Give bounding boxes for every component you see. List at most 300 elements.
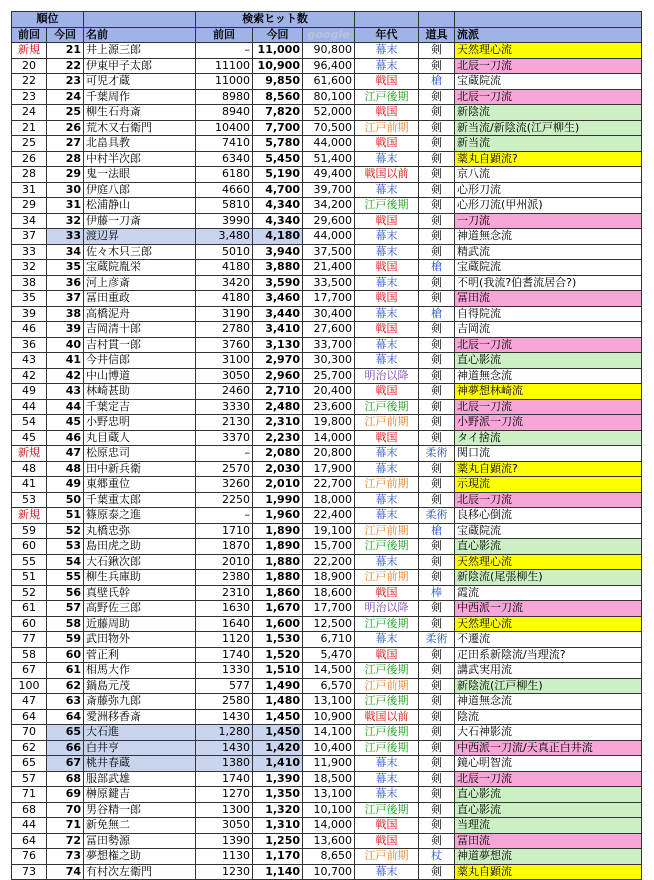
school-cell: 霞流	[455, 585, 642, 601]
school-cell: 北辰一刀流	[455, 492, 642, 508]
table-row	[12, 74, 642, 90]
prev-rank-cell: 60	[12, 539, 47, 555]
name-cell: 斎藤弥九郎	[84, 694, 196, 710]
school-cell: 示現流	[455, 477, 642, 493]
google-hits-cell: 14,100	[303, 725, 355, 741]
cur-hits-cell: 3,410	[253, 322, 303, 338]
school-cell: 中西派一刀流/天真正白井流	[455, 740, 642, 756]
google-hits-cell: 13,100	[303, 694, 355, 710]
school-cell: 鏡心明智流	[455, 756, 642, 772]
cur-hits-cell: 1,420	[253, 740, 303, 756]
prev-rank-cell: 77	[12, 632, 47, 648]
prev-rank-cell: 52	[12, 585, 47, 601]
cur-hits-cell: 2,310	[253, 415, 303, 431]
prev-rank-cell: 65	[12, 756, 47, 772]
cur-rank-cell: 60	[47, 647, 84, 663]
weapon-cell: 剣	[419, 570, 455, 586]
google-hits-cell: 29,600	[303, 213, 355, 229]
cur-hits-cell: 2,080	[253, 446, 303, 462]
table-row	[12, 368, 642, 384]
era-cell: 幕末	[355, 353, 419, 369]
era-cell: 江戸後期	[355, 89, 419, 105]
table-row	[12, 430, 642, 446]
school-cell: 天然理心流	[455, 616, 642, 632]
era-cell: 江戸後期	[355, 694, 419, 710]
cur-hits-cell: 3,940	[253, 244, 303, 260]
cur-hits-cell: 2,710	[253, 384, 303, 400]
cur-hits-cell: 1,880	[253, 570, 303, 586]
cur-hits-cell: 5,780	[253, 136, 303, 152]
prev-rank-cell: 43	[12, 353, 47, 369]
weapon-cell: 槍	[419, 74, 455, 90]
school-cell: 北辰一刀流	[455, 58, 642, 74]
google-hits-cell: 70,500	[303, 120, 355, 136]
prev-hits-cell: 2460	[196, 384, 253, 400]
prev-hits-cell: 2380	[196, 570, 253, 586]
google-hits-cell: 25,700	[303, 368, 355, 384]
school-cell: タイ捨流	[455, 430, 642, 446]
prev-rank-cell: 20	[12, 58, 47, 74]
cur-rank-cell: 45	[47, 415, 84, 431]
cur-rank-cell: 63	[47, 694, 84, 710]
school-cell: 精武流	[455, 244, 642, 260]
era-cell: 幕末	[355, 446, 419, 462]
school-cell: 新当流/新陰流(江戸柳生)	[455, 120, 642, 136]
google-hits-cell: 20,800	[303, 446, 355, 462]
cur-rank-cell: 74	[47, 864, 84, 880]
weapon-cell: 剣	[419, 213, 455, 229]
prev-hits-cell: 1380	[196, 756, 253, 772]
era-cell: 戦国	[355, 647, 419, 663]
weapon-cell: 剣	[419, 368, 455, 384]
school-cell: 薬丸自顕流?	[455, 151, 642, 167]
table-row	[12, 337, 642, 353]
google-hits-cell: 10,900	[303, 709, 355, 725]
google-hits-cell: 90,800	[303, 43, 355, 59]
name-cell: 中山博道	[84, 368, 196, 384]
table-row	[12, 477, 642, 493]
era-cell: 幕末	[355, 492, 419, 508]
table-row	[12, 291, 642, 307]
prev-rank-cell: 42	[12, 368, 47, 384]
school-cell: 心形刀流(甲州派)	[455, 198, 642, 214]
prev-rank-cell: 71	[12, 787, 47, 803]
prev-hits-cell: 2580	[196, 694, 253, 710]
name-cell: 吉岡清十郎	[84, 322, 196, 338]
table-row	[12, 601, 642, 617]
cur-rank-cell: 72	[47, 833, 84, 849]
prev-rank-cell: 68	[12, 802, 47, 818]
google-hits-cell: 5,470	[303, 647, 355, 663]
google-hits-cell: 21,400	[303, 260, 355, 276]
blank-header-cell	[84, 12, 196, 28]
cur-hits-cell: 5,190	[253, 167, 303, 183]
prev-hits-cell: 1630	[196, 601, 253, 617]
google-hits-cell: 13,100	[303, 787, 355, 803]
table-row	[12, 647, 642, 663]
cur-rank-cell: 22	[47, 58, 84, 74]
cur-hits-cell: 4,700	[253, 182, 303, 198]
ranking-table	[11, 11, 642, 880]
google-hits-cell: 12,500	[303, 616, 355, 632]
table-row	[12, 322, 642, 338]
cur-rank-cell: 56	[47, 585, 84, 601]
weapon-cell: 剣	[419, 756, 455, 772]
prev-rank-cell: 39	[12, 306, 47, 322]
weapon-cell: 剣	[419, 384, 455, 400]
prev-hits-cell: 1710	[196, 523, 253, 539]
era-cell: 幕末	[355, 787, 419, 803]
cur-hits-cell: 1,890	[253, 539, 303, 555]
table-row	[12, 244, 642, 260]
prev-rank-cell: 21	[12, 120, 47, 136]
cur-rank-cell: 27	[47, 136, 84, 152]
era-cell: 戦国	[355, 213, 419, 229]
prev-hits-cell: 1120	[196, 632, 253, 648]
prev-hits-cell: 1870	[196, 539, 253, 555]
era-cell: 戦国	[355, 74, 419, 90]
weapon-cell: 剣	[419, 461, 455, 477]
name-cell: 男谷精一郎	[84, 802, 196, 818]
name-cell: 荒木又右衛門	[84, 120, 196, 136]
name-cell: 中村半次郎	[84, 151, 196, 167]
prev-hits-cell: 2780	[196, 322, 253, 338]
table-row	[12, 213, 642, 229]
table-row	[12, 849, 642, 865]
weapon-cell: 柔術	[419, 446, 455, 462]
cur-rank-cell: 40	[47, 337, 84, 353]
prev-rank-cell: 59	[12, 523, 47, 539]
cur-rank-header: 今回	[47, 27, 84, 43]
table-row	[12, 136, 642, 152]
table-row	[12, 260, 642, 276]
cur-hits-cell: 2,230	[253, 430, 303, 446]
name-cell: 千葉定吉	[84, 399, 196, 415]
era-cell: 幕末	[355, 508, 419, 524]
name-cell: 吉村貫一郎	[84, 337, 196, 353]
school-cell: 不明(我流?伯耆流居合?)	[455, 275, 642, 291]
weapon-cell: 柔術	[419, 632, 455, 648]
cur-hits-cell: 4,180	[253, 229, 303, 245]
name-cell: 高橋泥舟	[84, 306, 196, 322]
name-cell: 白井亨	[84, 740, 196, 756]
cur-hits-cell: 1,880	[253, 554, 303, 570]
weapon-cell: 剣	[419, 415, 455, 431]
prev-hits-cell: 4180	[196, 260, 253, 276]
cur-rank-cell: 29	[47, 167, 84, 183]
prev-hits-cell: 1270	[196, 787, 253, 803]
school-cell: 神道夢想流	[455, 849, 642, 865]
cur-hits-cell: 1,520	[253, 647, 303, 663]
prev-rank-cell: 76	[12, 849, 47, 865]
cur-rank-cell: 46	[47, 430, 84, 446]
cur-hits-cell: 8,560	[253, 89, 303, 105]
google-hits-cell: 6,570	[303, 678, 355, 694]
prev-hits-cell: –	[196, 508, 253, 524]
cur-rank-cell: 67	[47, 756, 84, 772]
cur-rank-cell: 43	[47, 384, 84, 400]
weapon-cell: 剣	[419, 89, 455, 105]
era-cell: 江戸後期	[355, 399, 419, 415]
cur-rank-cell: 47	[47, 446, 84, 462]
name-cell: 篠原泰之進	[84, 508, 196, 524]
weapon-cell: 剣	[419, 725, 455, 741]
prev-rank-cell: 新規	[12, 446, 47, 462]
table-row	[12, 756, 642, 772]
cur-hits-cell: 1,390	[253, 771, 303, 787]
google-hits-cell: 18,600	[303, 585, 355, 601]
cur-hits-cell: 1,490	[253, 678, 303, 694]
google-hits-cell: 22,700	[303, 477, 355, 493]
cur-hits-cell: 1,990	[253, 492, 303, 508]
school-cell: 薬丸自顕流?	[455, 461, 642, 477]
school-cell: 宝蔵院流	[455, 523, 642, 539]
school-cell: 不遷流	[455, 632, 642, 648]
table-row	[12, 306, 642, 322]
prev-hits-cell: 2310	[196, 585, 253, 601]
weapon-cell: 槍	[419, 523, 455, 539]
weapon-cell: 剣	[419, 337, 455, 353]
table-row	[12, 446, 642, 462]
table-row	[12, 399, 642, 415]
name-cell: 大石進	[84, 725, 196, 741]
table-row	[12, 43, 642, 59]
google-hits-cell: 17,900	[303, 461, 355, 477]
prev-rank-header: 前回	[12, 27, 47, 43]
name-cell: 千葉重太郎	[84, 492, 196, 508]
name-cell: 伊藤一刀斎	[84, 213, 196, 229]
google-hits-cell: 52,000	[303, 105, 355, 121]
school-cell: 心形刀流	[455, 182, 642, 198]
era-cell: 戦国以前	[355, 709, 419, 725]
weapon-cell: 剣	[419, 229, 455, 245]
table-row	[12, 198, 642, 214]
prev-hits-cell: 11000	[196, 74, 253, 90]
cur-hits-cell: 1,450	[253, 709, 303, 725]
cur-rank-cell: 25	[47, 105, 84, 121]
cur-hits-cell: 1,450	[253, 725, 303, 741]
school-cell: 宝蔵院流	[455, 260, 642, 276]
weapon-cell: 剣	[419, 120, 455, 136]
google-hits-cell: 19,800	[303, 415, 355, 431]
google-hits-cell: 14,500	[303, 663, 355, 679]
weapon-cell: 槍	[419, 260, 455, 276]
cur-hits-cell: 3,880	[253, 260, 303, 276]
table-row	[12, 694, 642, 710]
name-cell: 松浦静山	[84, 198, 196, 214]
google-hits-cell: 22,400	[303, 508, 355, 524]
prev-rank-cell: 33	[12, 244, 47, 260]
table-row	[12, 632, 642, 648]
name-cell: 菅正利	[84, 647, 196, 663]
prev-hits-cell: 5810	[196, 198, 253, 214]
weapon-cell: 剣	[419, 709, 455, 725]
era-cell: 幕末	[355, 43, 419, 59]
weapon-cell: 柔術	[419, 508, 455, 524]
weapon-cell: 剣	[419, 492, 455, 508]
cur-hits-cell: 1,960	[253, 508, 303, 524]
prev-hits-cell: 7410	[196, 136, 253, 152]
prev-hits-cell: 2010	[196, 554, 253, 570]
name-cell: 服部武雄	[84, 771, 196, 787]
school-cell: 冨田流	[455, 291, 642, 307]
name-cell: 東郷重位	[84, 477, 196, 493]
cur-rank-cell: 65	[47, 725, 84, 741]
prev-rank-cell: 35	[12, 291, 47, 307]
name-cell: 近藤周助	[84, 616, 196, 632]
name-cell: 柳生兵庫助	[84, 570, 196, 586]
cur-hits-cell: 4,340	[253, 198, 303, 214]
weapon-cell: 剣	[419, 740, 455, 756]
prev-hits-cell: 4180	[196, 291, 253, 307]
table-row	[12, 616, 642, 632]
cur-rank-cell: 61	[47, 663, 84, 679]
cur-hits-cell: 1,890	[253, 523, 303, 539]
google-hits-cell: 20,400	[303, 384, 355, 400]
prev-rank-cell: 22	[12, 74, 47, 90]
google-hits-cell: 22,200	[303, 554, 355, 570]
prev-rank-cell: 44	[12, 399, 47, 415]
school-cell: 神道無念流	[455, 368, 642, 384]
school-cell: 神道無念流	[455, 229, 642, 245]
school-cell: 直心影流	[455, 787, 642, 803]
prev-hits-cell: 8980	[196, 89, 253, 105]
prev-rank-cell: 100	[12, 678, 47, 694]
era-cell: 戦国以前	[355, 167, 419, 183]
google-hits-cell: 39,700	[303, 182, 355, 198]
table-row	[12, 740, 642, 756]
prev-hits-cell: 2250	[196, 492, 253, 508]
school-cell: 直心影流	[455, 539, 642, 555]
era-cell: 幕末	[355, 151, 419, 167]
cur-rank-cell: 52	[47, 523, 84, 539]
table-row	[12, 508, 642, 524]
prev-rank-cell: 25	[12, 136, 47, 152]
prev-hits-cell: 1740	[196, 647, 253, 663]
school-cell: 疋田系新陰流/当理流?	[455, 647, 642, 663]
school-cell: 一刀流	[455, 213, 642, 229]
era-cell: 幕末	[355, 182, 419, 198]
weapon-cell: 剣	[419, 322, 455, 338]
school-cell: 天然理心流	[455, 554, 642, 570]
era-cell: 戦国	[355, 384, 419, 400]
weapon-cell: 剣	[419, 291, 455, 307]
cur-hits-cell: 4,340	[253, 213, 303, 229]
prev-hits-cell: 4660	[196, 182, 253, 198]
prev-rank-cell: 34	[12, 213, 47, 229]
table-row	[12, 353, 642, 369]
name-cell: 伊庭八郎	[84, 182, 196, 198]
weapon-header: 道具	[419, 27, 455, 43]
cur-rank-cell: 62	[47, 678, 84, 694]
cur-hits-cell: 10,900	[253, 58, 303, 74]
prev-rank-cell: 28	[12, 167, 47, 183]
name-cell: 相馬大作	[84, 663, 196, 679]
table-row	[12, 492, 642, 508]
school-cell: 小野派一刀流	[455, 415, 642, 431]
search-hits-group-header: 検索ヒット数	[196, 12, 355, 28]
era-cell: 江戸前期	[355, 477, 419, 493]
cur-hits-cell: 9,850	[253, 74, 303, 90]
cur-hits-cell: 3,460	[253, 291, 303, 307]
weapon-cell: 剣	[419, 399, 455, 415]
table-row	[12, 461, 642, 477]
google-hits-cell: 18,900	[303, 570, 355, 586]
weapon-cell: 剣	[419, 787, 455, 803]
name-cell: 千葉周作	[84, 89, 196, 105]
cur-hits-cell: 1,250	[253, 833, 303, 849]
cur-rank-cell: 68	[47, 771, 84, 787]
google-hits-cell: 10,400	[303, 740, 355, 756]
school-cell: 中西派一刀流	[455, 601, 642, 617]
prev-rank-cell: 47	[12, 694, 47, 710]
prev-rank-cell: 46	[12, 322, 47, 338]
name-cell: 武田物外	[84, 632, 196, 648]
era-cell: 幕末	[355, 275, 419, 291]
school-cell: 当理流	[455, 818, 642, 834]
weapon-cell: 剣	[419, 601, 455, 617]
school-header: 流派	[455, 27, 642, 43]
name-cell: 鬼一法眼	[84, 167, 196, 183]
table-row	[12, 833, 642, 849]
prev-rank-cell: 41	[12, 477, 47, 493]
prev-hits-cell: 5010	[196, 244, 253, 260]
table-row	[12, 787, 642, 803]
era-cell: 幕末	[355, 554, 419, 570]
era-cell: 江戸後期	[355, 616, 419, 632]
name-cell: 小野忠明	[84, 415, 196, 431]
name-cell: 河上彦斎	[84, 275, 196, 291]
prev-rank-cell: 73	[12, 864, 47, 880]
prev-rank-cell: 新規	[12, 43, 47, 59]
prev-hits-cell: 3050	[196, 368, 253, 384]
weapon-cell: 剣	[419, 353, 455, 369]
weapon-cell: 剣	[419, 43, 455, 59]
school-cell: 新当流	[455, 136, 642, 152]
google-hits-cell: 19,100	[303, 523, 355, 539]
name-cell: 愛洲移香斎	[84, 709, 196, 725]
era-cell: 幕末	[355, 244, 419, 260]
blank-header-cell	[355, 12, 419, 28]
cur-hits-cell: 2,480	[253, 399, 303, 415]
name-cell: 丸目蔵人	[84, 430, 196, 446]
google-hits-cell: 14,000	[303, 430, 355, 446]
cur-rank-cell: 69	[47, 787, 84, 803]
cur-hits-cell: 5,450	[253, 151, 303, 167]
prev-hits-cell: –	[196, 43, 253, 59]
cur-rank-cell: 66	[47, 740, 84, 756]
weapon-cell: 剣	[419, 198, 455, 214]
weapon-cell: 剣	[419, 833, 455, 849]
prev-rank-cell: 44	[12, 818, 47, 834]
cur-hits-cell: 1,860	[253, 585, 303, 601]
cur-rank-cell: 57	[47, 601, 84, 617]
prev-rank-cell: 36	[12, 337, 47, 353]
table-row	[12, 415, 642, 431]
school-cell: 新陰流(江戸柳生)	[455, 678, 642, 694]
name-cell: 宝蔵院胤栄	[84, 260, 196, 276]
school-cell: 講武実用流	[455, 663, 642, 679]
prev-rank-cell: 67	[12, 663, 47, 679]
google-hits-cell: 18,000	[303, 492, 355, 508]
era-cell: 戦国	[355, 818, 419, 834]
cur-rank-cell: 23	[47, 74, 84, 90]
era-cell: 幕末	[355, 864, 419, 880]
name-cell: 井上源三郎	[84, 43, 196, 59]
weapon-cell: 剣	[419, 771, 455, 787]
google-hits-cell: 17,700	[303, 291, 355, 307]
name-cell: 丸橋忠弥	[84, 523, 196, 539]
